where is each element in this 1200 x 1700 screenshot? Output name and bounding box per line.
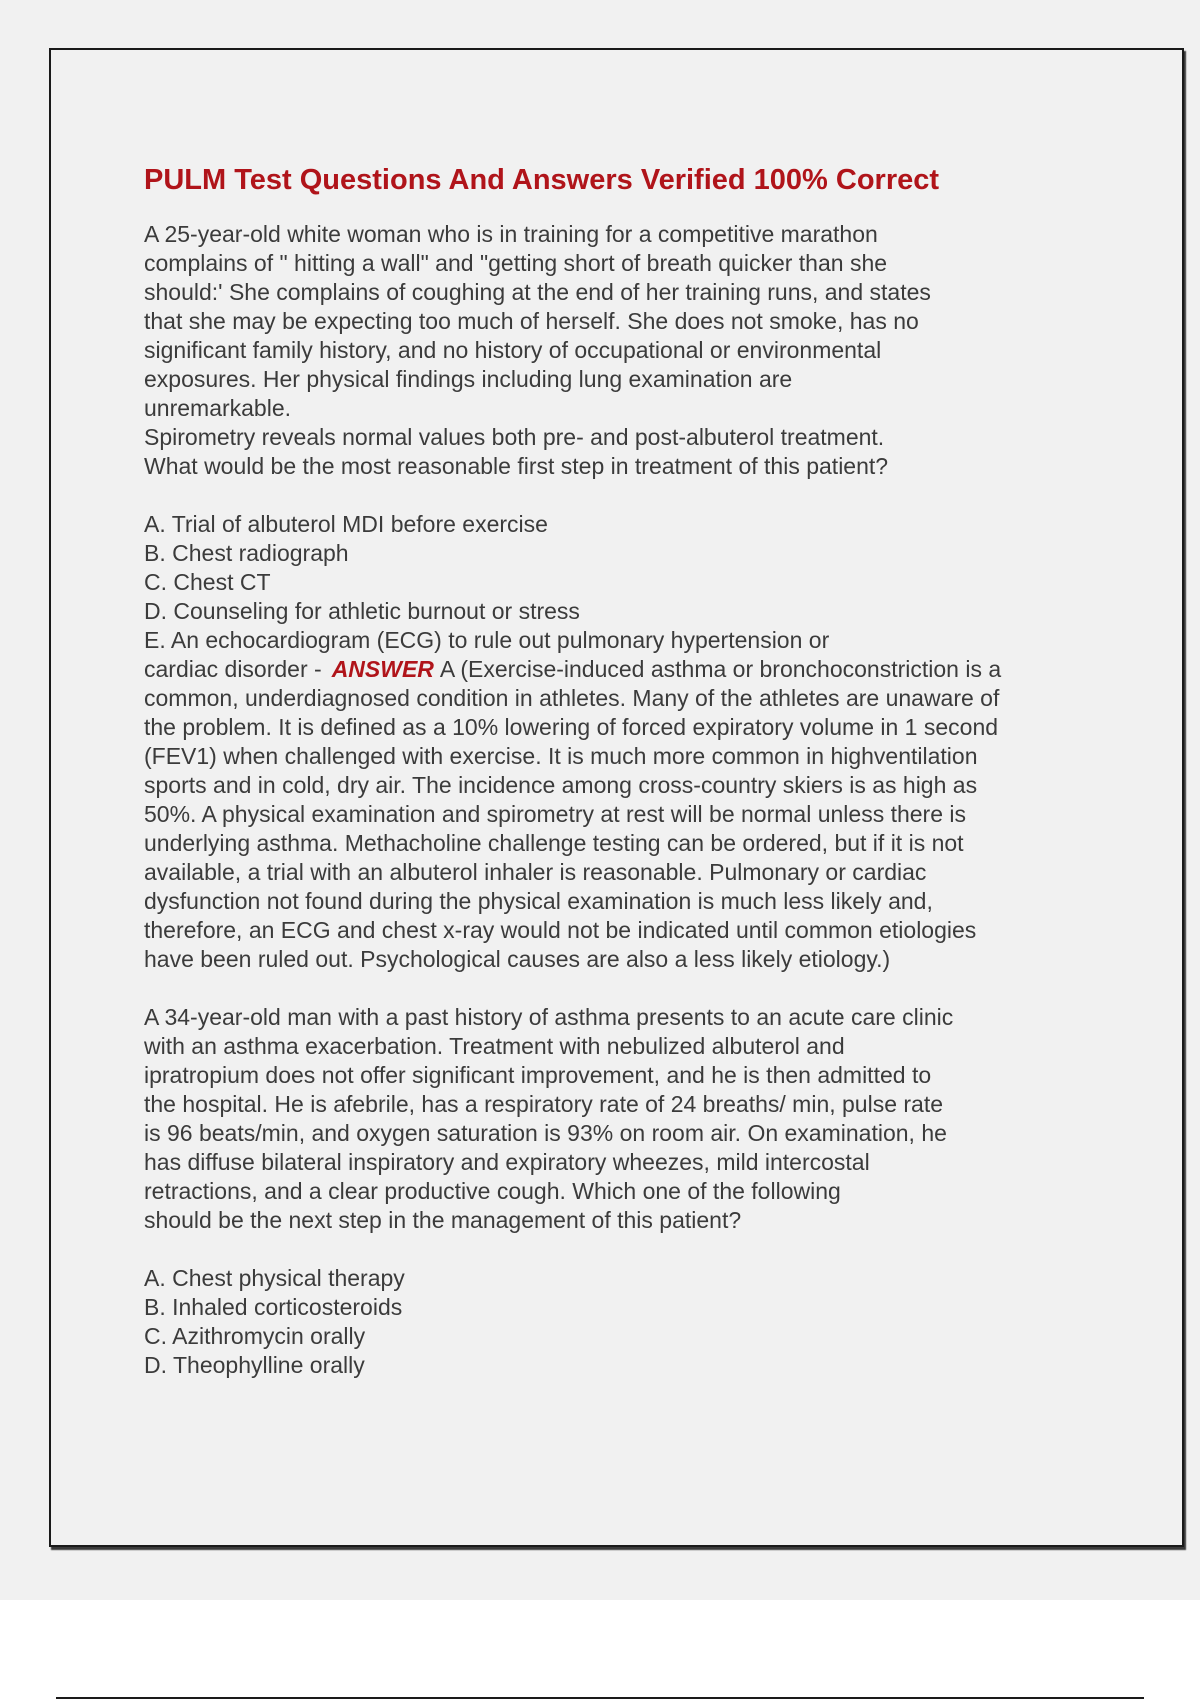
question-1-stem-line: should:' She complains of coughing at the end of her training runs, and states [144,279,931,305]
question-1-answer-explanation-line: common, underdiagnosed condition in athletes. Many of the athletes are unaware of [144,685,1000,711]
answer-prefix: cardiac disorder - [144,656,322,682]
question-1-stem-line: complains of " hitting a wall" and "getting short of breath quicker than she [144,250,888,276]
question-1-answer-explanation-line: underlying asthma. Methacholine challenge testing can be ordered, but if it is not [144,830,964,856]
question-2-option-d: D. Theophylline orally [144,1352,365,1378]
question-2-options [144,1264,1084,1380]
question-1-option-d: D. Counseling for athletic burnout or stress [144,598,580,624]
question-2-stem-line: ipratropium does not offer significant improvement, and he is then admitted to [144,1062,932,1088]
question-2-stem-line: A 34-year-old man with a past history of asthma presents to an acute care clinic [144,1004,954,1030]
question-1-answer-explanation-line: sports and in cold, dry air. The incidence among cross-country skiers is as high as [144,772,978,798]
question-2-stem-line: has diffuse bilateral inspiratory and expiratory wheezes, mild intercostal [144,1149,870,1175]
bottom-divider [56,1697,1144,1699]
question-2-stem [144,1003,1084,1235]
question-1-options [144,510,1084,974]
question-1-stem [144,220,1084,481]
question-1-answer-explanation-line: therefore, an ECG and chest x-ray would not be indicated until common etiologies [144,917,977,943]
answer-first-line: A (Exercise-induced asthma or bronchoconstriction is a [439,656,1002,682]
question-1-answer-explanation-line: the problem. It is defined as a 10% lowering of forced expiratory volume in 1 second [144,714,999,740]
question-1-option-c: C. Chest CT [144,569,271,595]
question-1-answer-explanation-line: (FEV1) when challenged with exercise. It is much more common in highventilation [144,743,978,769]
question-1-stem-line: exposures. Her physical findings including lung examination are [144,366,793,392]
answer-label: ANSWER [331,656,434,682]
question-1-answer-explanation-line: 50%. A physical examination and spirometry at rest will be normal unless there is [144,801,967,827]
question-1-stem-line: A 25-year-old white woman who is in training for a competitive marathon [144,221,878,247]
question-2-stem-line: retractions, and a clear productive cough. Which one of the following [144,1178,841,1204]
question-2-option-c: C. Azithromycin orally [144,1323,366,1349]
question-2-option-b: B. Inhaled corticosteroids [144,1294,403,1320]
document-title: PULM Test Questions And Answers Verified 100% Correct [144,164,940,196]
question-2-option-a: A. Chest physical therapy [144,1265,405,1291]
question-2-stem-line: the hospital. He is afebrile, has a respiratory rate of 24 breaths/ min, pulse rate [144,1091,944,1117]
question-2-stem-line: is 96 beats/min, and oxygen saturation is 93% on room air. On examination, he [144,1120,947,1146]
document-content [144,162,1084,1380]
question-1-option-b: B. Chest radiograph [144,540,349,566]
spacer [144,481,1084,510]
question-1-stem-line: unremarkable. [144,395,292,421]
question-1-stem-line: that she may be expecting too much of herself. She does not smoke, has no [144,308,919,334]
question-1-stem-line: significant family history, and no history of occupational or environmental [144,337,882,363]
question-1-answer-explanation-line: have been ruled out. Psychological causes are also a less likely etiology.) [144,946,891,972]
spacer [144,974,1084,1003]
question-2-stem-line: with an asthma exacerbation. Treatment with nebulized albuterol and [144,1033,845,1059]
question-1-answer-explanation-line: dysfunction not found during the physical examination is much less likely and, [144,888,933,914]
spacer [144,1235,1084,1264]
question-1-stem-line: Spirometry reveals normal values both pre- and post-albuterol treatment. [144,424,885,450]
question-2-stem-line: should be the next step in the management of this patient? [144,1207,742,1233]
question-1-answer-line [144,655,1084,684]
question-1-option-a: A. Trial of albuterol MDI before exercise [144,511,548,537]
question-1-option-e: E. An echocardiogram (ECG) to rule out pulmonary hypertension or [144,627,830,653]
question-1-stem-line: What would be the most reasonable first step in treatment of this patient? [144,453,889,479]
question-1-answer-explanation-line: available, a trial with an albuterol inhaler is reasonable. Pulmonary or cardiac [144,859,927,885]
